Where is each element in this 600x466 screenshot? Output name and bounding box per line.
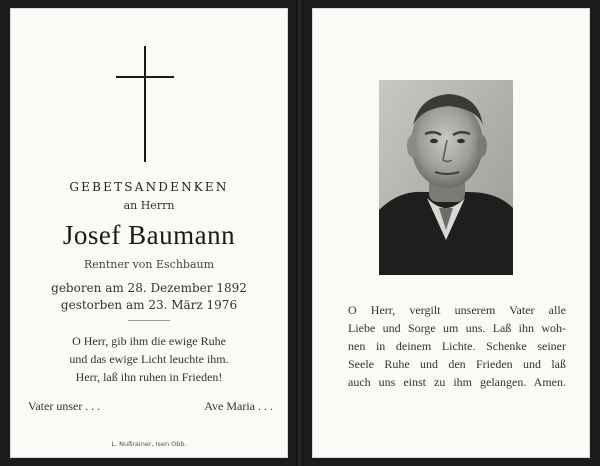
death-date: gestorben am 23. März 1976 [60, 298, 238, 312]
right-verse [348, 301, 566, 391]
printer-imprint: L. Nußrainer, Isen Obb. [111, 440, 187, 448]
right-verse-line: auch uns einst zu ihm gelangen. Amen. [348, 375, 566, 389]
cross-icon-bar [116, 76, 174, 78]
card-heading: GEBETSANDENKEN [69, 180, 229, 194]
prayer-vater-unser: Vater unser . . . [28, 399, 101, 413]
recipient-label: an Herrn [123, 199, 175, 212]
card-fold [296, 0, 304, 466]
right-verse-line: O Herr, vergilt unserem Vater alle [348, 303, 566, 317]
right-verse-line: Liebe und Sorge um uns. Laß ihn woh- [348, 321, 566, 335]
left-verse-line: Herr, laß ihn ruhen in Frieden! [75, 370, 223, 384]
left-card [10, 8, 288, 458]
divider [128, 320, 170, 321]
portrait-photo [379, 80, 513, 275]
left-verse [10, 332, 288, 386]
life-dates [10, 280, 288, 314]
deceased-name: Josef Baumann [62, 220, 236, 250]
right-verse-line: Seele Ruhe und den Frieden und laß [348, 357, 566, 371]
prayer-ave-maria: Ave Maria . . . [204, 399, 273, 413]
right-card [312, 8, 590, 458]
birth-date: geboren am 28. Dezember 1892 [51, 281, 247, 295]
occupation-line: Rentner von Eschbaum [83, 258, 215, 271]
right-verse-line: nen in deinem Lichte. Schenke seiner [348, 339, 566, 353]
left-verse-line: und das ewige Licht leuchte ihm. [69, 352, 229, 366]
cross-icon [144, 46, 146, 162]
left-verse-line: O Herr, gib ihm die ewige Ruhe [72, 334, 226, 348]
